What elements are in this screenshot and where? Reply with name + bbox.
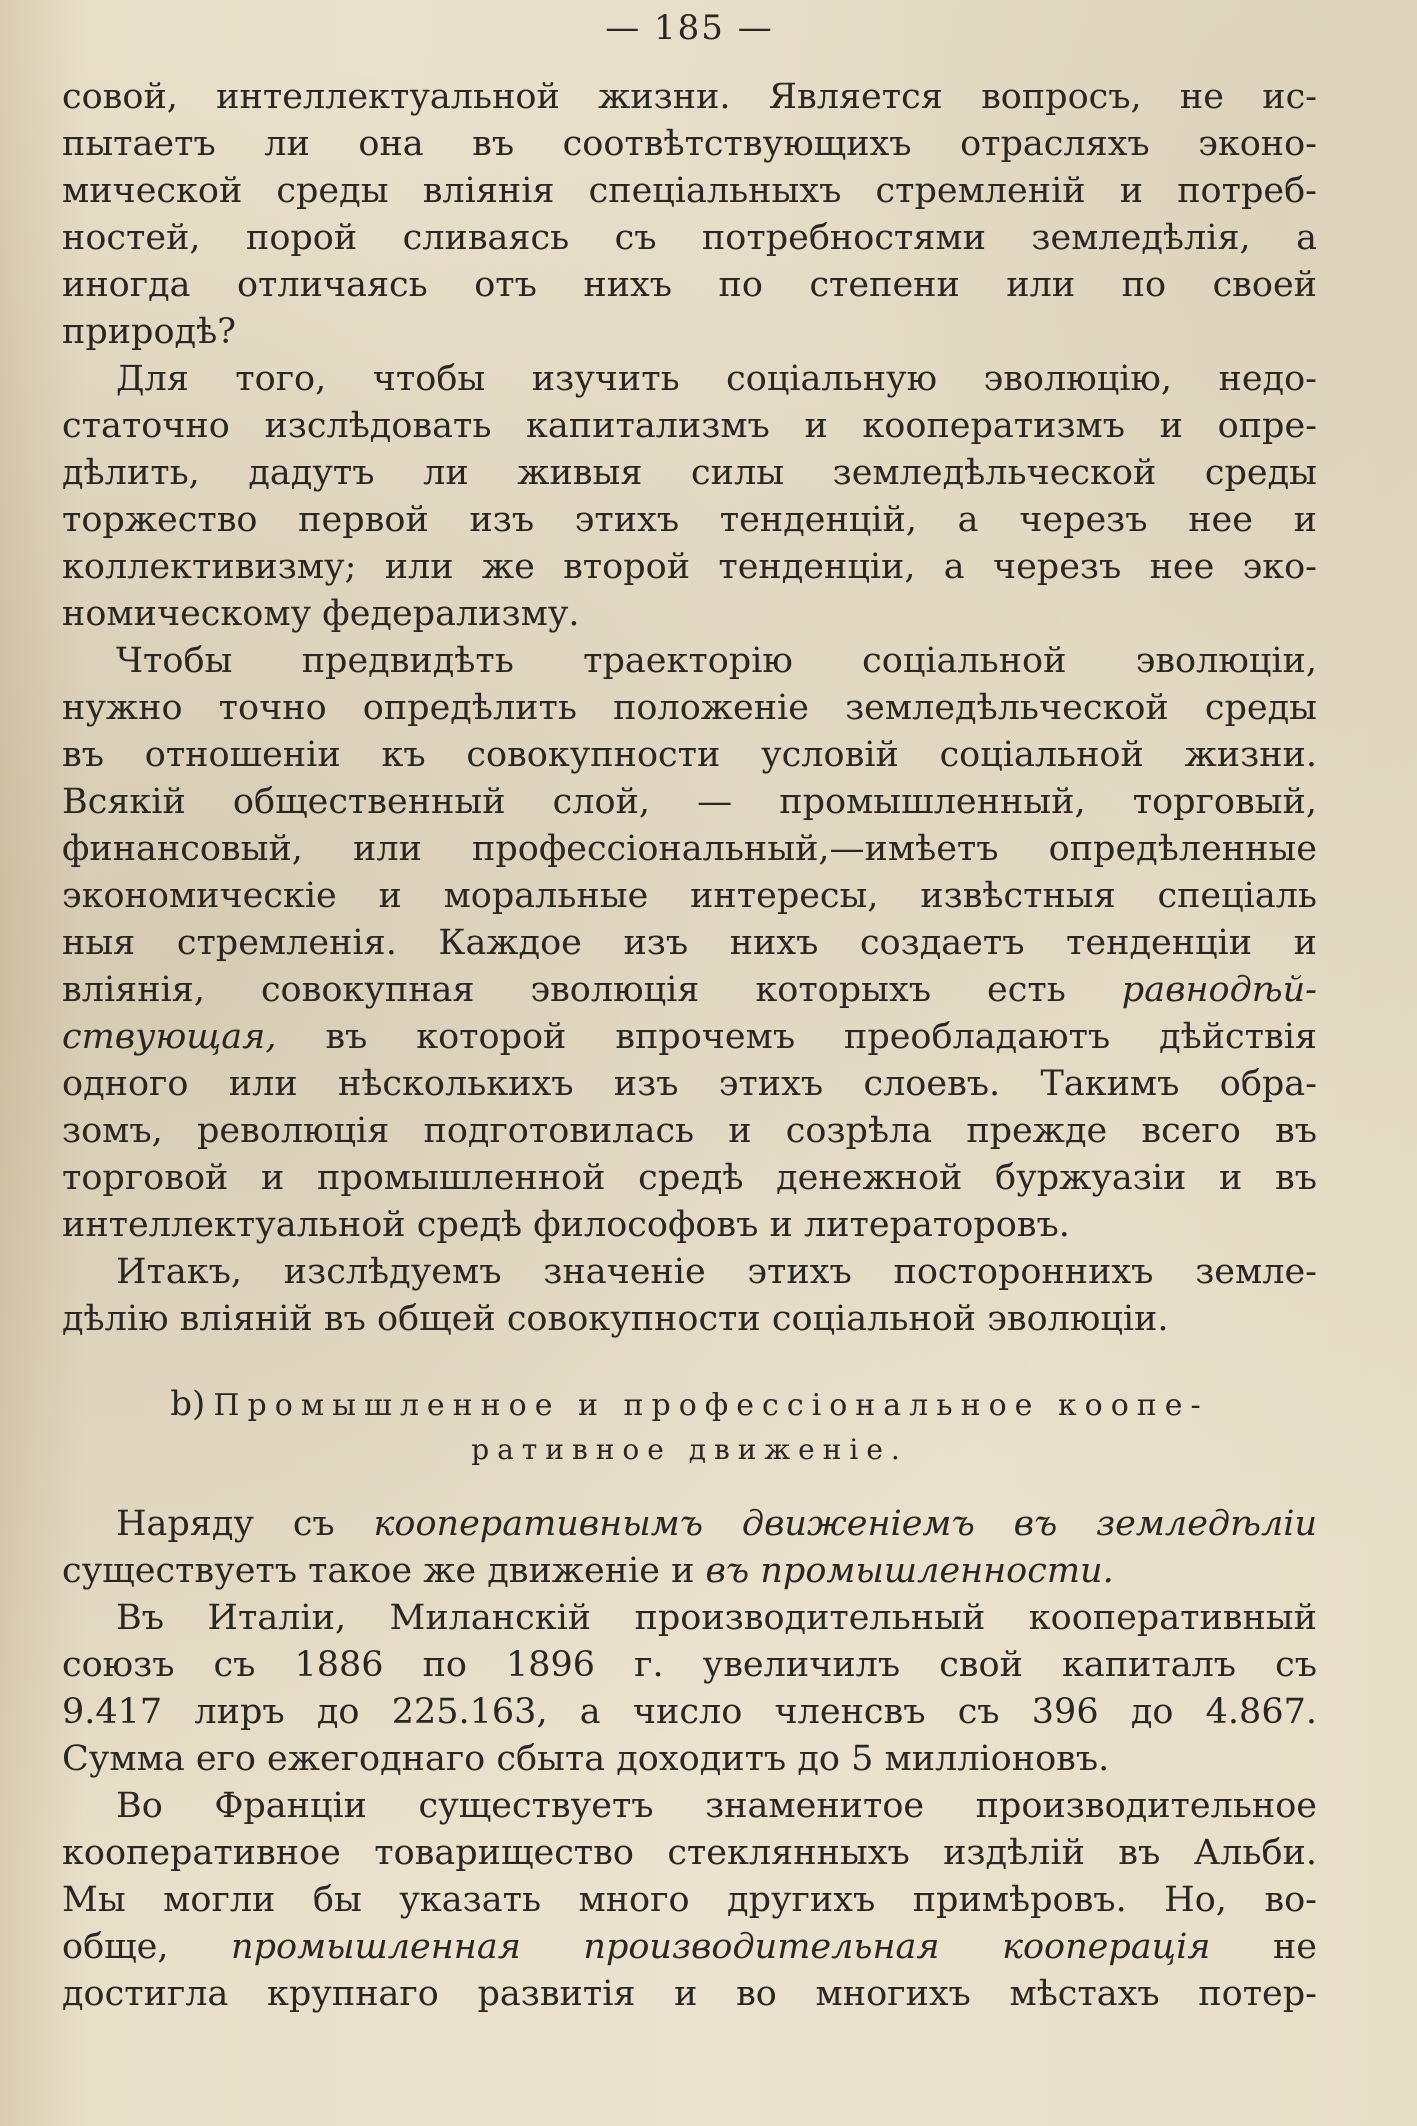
text-run: не [1210, 1927, 1317, 1967]
paragraph-7 [62, 1783, 1317, 2018]
text-line: Во Францiи существуетъ знаменитое производительное [116, 1786, 1317, 1826]
text-line: Мы могли бы указать много другихъ примѣровъ. Но, во- [62, 1880, 1317, 1920]
text-run: обще, [62, 1927, 232, 1967]
text-line: Чтобы предвидѣть траекторiю соцiальной эволюцiи, [116, 641, 1317, 681]
paragraph-4 [62, 1249, 1317, 1343]
text-run: существуетъ такое же движенiе и [62, 1551, 706, 1591]
text-run: въ которой впрочемъ преобладаютъ дѣйствiя [276, 1017, 1317, 1057]
text-line: Для того, чтобы изучить соцiальную эволюцiю, недо- [116, 359, 1317, 399]
paragraph-5 [62, 1501, 1317, 1595]
text-line [62, 1014, 1317, 1061]
text-line: торжество первой изъ этихъ тенденцiй, а черезъ нее и [62, 500, 1317, 540]
paragraph-6 [62, 1595, 1317, 1783]
text-line: иногда отличаясь отъ нихъ по степени или по своей [62, 265, 1317, 305]
text-line: финансовый, или профессiональный,—имѣетъ опредѣленные [62, 829, 1317, 869]
text-line: номическому федерализму. [62, 594, 580, 634]
text-line: ныя стремленiя. Каждое изъ нихъ создаетъ тенденцiи и [62, 923, 1317, 963]
text-line: природѣ? [62, 312, 236, 352]
italic-term: ствующая, [62, 1017, 277, 1057]
italic-term: кооперативнымъ движенiемъ въ земледѣлiи [373, 1504, 1317, 1544]
section-heading-line-1: Промышленное и профессiональное коопе- [213, 1388, 1209, 1423]
text-line: ностей, порой сливаясь съ потребностями земледѣлiя, а [62, 218, 1317, 258]
page-text [62, 0, 1317, 2018]
text-line [62, 1548, 1317, 1595]
section-marker: b) [170, 1384, 206, 1424]
text-line: статочно изслѣдовать капитализмъ и кооператизмъ и опре- [62, 406, 1317, 446]
text-line: въ отношенiи къ совокупности условiй соцiальной жизни. [62, 735, 1317, 775]
text-line: коллективизму; или же второй тенденцiи, а черезъ нее эко- [62, 547, 1317, 587]
italic-term: промышленная производительная кооперацiя [231, 1927, 1211, 1967]
text-line: достигла крупнаго развитiя и во многихъ мѣстахъ потер- [62, 1974, 1317, 2014]
section-heading-line-2: ративное движенiе. [471, 1433, 908, 1466]
text-line: экономическiе и моральные интересы, извѣстныя спецiаль [62, 876, 1317, 916]
text-line [62, 967, 1317, 1014]
text-line: дѣлiю влiянiй въ общей совокупности соцiальной эволюцiи. [62, 1299, 1169, 1339]
text-line: Сумма его ежегоднаго сбыта доходитъ до 5 миллiоновъ. [62, 1739, 1110, 1779]
text-line: торговой и промышленной средѣ денежной буржуазiи и въ [62, 1158, 1317, 1198]
text-line: пытаетъ ли она въ соотвѣтствующихъ отрасляхъ эконо- [62, 124, 1317, 164]
text-line: совой, интеллектуальной жизни. Является вопросъ, не ис- [62, 77, 1317, 117]
text-line: 9.417 лиръ до 225.163, а число членсвъ съ 396 до 4.867. [62, 1692, 1317, 1732]
paragraph-2 [62, 356, 1317, 638]
text-line: одного или нѣсколькихъ изъ этихъ слоевъ. Такимъ обра- [62, 1064, 1317, 1104]
text-line: зомъ, революцiя подготовилась и созрѣла прежде всего въ [62, 1111, 1317, 1151]
text-line: интеллектуальной средѣ философовъ и литераторовъ. [62, 1205, 1070, 1245]
italic-term: въ промышленности. [705, 1551, 1114, 1591]
text-line: Всякiй общественный слой, — промышленный, торговый, [62, 782, 1317, 822]
text-line [62, 1501, 1317, 1548]
paragraph-1 [62, 74, 1317, 356]
italic-term: равнодѣй- [1121, 970, 1317, 1010]
text-line: нужно точно опредѣлить положенiе земледѣльческой среды [62, 688, 1317, 728]
page-number: — 185 — [605, 8, 774, 48]
section-heading [62, 1381, 1317, 1427]
text-line: мической среды влiянiя спецiальныхъ стремленiй и потреб- [62, 171, 1317, 211]
paragraph-3 [62, 638, 1317, 1249]
text-run: Наряду съ [116, 1504, 374, 1544]
text-line: Въ Италiи, Миланскiй производительный кооперативный [116, 1598, 1317, 1638]
text-line: Итакъ, изслѣдуемъ значенiе этихъ постороннихъ земле- [116, 1252, 1317, 1292]
text-line: союзъ съ 1886 по 1896 г. увеличилъ свой капиталъ съ [62, 1645, 1317, 1685]
text-run: влiянiя, совокупная эволюцiя которыхъ есть [62, 970, 1122, 1010]
text-line: дѣлить, дадутъ ли живыя силы земледѣльческой среды [62, 453, 1317, 493]
text-line [62, 1924, 1317, 1971]
text-line: кооперативное товарищество стеклянныхъ издѣлiй въ Альби. [62, 1833, 1317, 1873]
